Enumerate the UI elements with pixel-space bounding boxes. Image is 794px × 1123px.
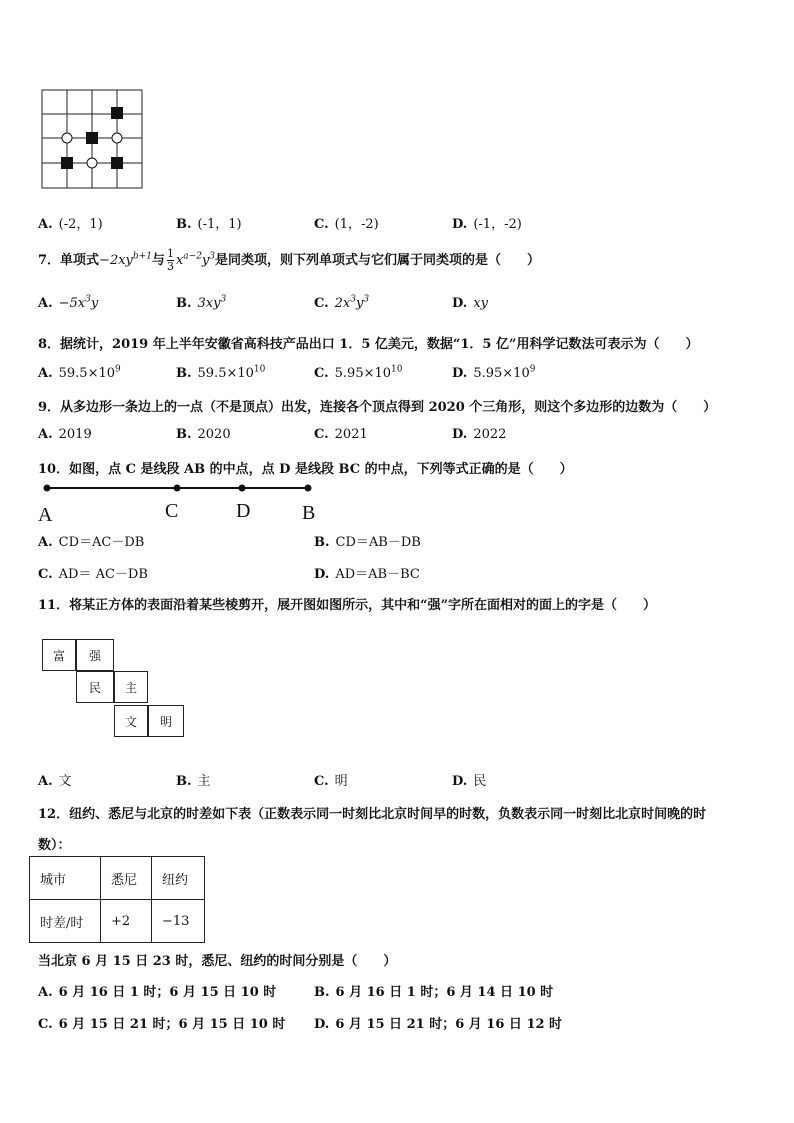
- net-cell: 文: [114, 705, 148, 737]
- q7-option-a[interactable]: A. $-5x^3y$: [38, 294, 99, 311]
- point-b: [305, 485, 312, 492]
- q7-stem: 7．单项式$-2xy^{b+1}$与 $\frac{1}{3}$ $x^{a-2}y^3$是同类项，则下列单项式与它们属于同类项的是（ ）: [38, 247, 541, 273]
- q12-option-b[interactable]: B. 6 月 16 日 1 时；6 月 14 日 10 时: [314, 985, 554, 1000]
- segment-figure: [40, 480, 320, 496]
- q9-option-b[interactable]: B. 2020: [176, 427, 231, 442]
- q6-option-d[interactable]: D. (-1，-2): [452, 217, 522, 232]
- q9-option-d[interactable]: D. 2022: [452, 427, 507, 442]
- q12-option-d[interactable]: D. 6 月 15 日 21 时；6 月 16 日 12 时: [314, 1017, 563, 1032]
- q10-option-c[interactable]: C. AD＝ AC－DB: [38, 567, 148, 582]
- table-header: 悉尼: [101, 857, 152, 900]
- q11-option-b[interactable]: B. 主: [176, 774, 211, 789]
- q8-option-d[interactable]: D. $5.95\times 10^9$: [452, 364, 536, 381]
- q11-option-d[interactable]: D. 民: [452, 774, 487, 789]
- q12-stem-line2: 数）：: [38, 838, 71, 853]
- fraction: $\frac{1}{3}$: [166, 247, 174, 273]
- point-c: [174, 485, 181, 492]
- table-row: [30, 857, 205, 900]
- label-a: A: [38, 504, 53, 526]
- q12-question: 当北京 6 月 15 日 23 时，悉尼、纽约的时间分别是（ ）: [38, 954, 397, 969]
- net-cell: 富: [42, 639, 76, 671]
- q10-option-a[interactable]: A. CD＝AC－DB: [38, 535, 145, 550]
- white-piece: [62, 133, 72, 143]
- q11-option-c[interactable]: C. 明: [314, 774, 348, 789]
- q6-option-b[interactable]: B. (-1，1): [176, 217, 242, 232]
- table-header: 城市: [30, 857, 101, 900]
- table-header: 纽约: [152, 857, 205, 900]
- net-cell: 民: [76, 671, 114, 703]
- q11-option-a[interactable]: A. 文: [38, 774, 72, 789]
- cube-net-figure: [42, 639, 187, 739]
- table-row: [30, 900, 205, 943]
- label-d: D: [236, 500, 251, 522]
- net-cell: 强: [76, 639, 114, 671]
- q12-option-c[interactable]: C. 6 月 15 日 21 时；6 月 15 日 10 时: [38, 1017, 286, 1032]
- table-cell: +2: [101, 900, 152, 943]
- time-difference-table: [29, 856, 205, 943]
- white-piece: [87, 158, 97, 168]
- q8-stem: 8．据统计，2019 年上半年安徽省高科技产品出口 1．5 亿美元，数据“1．5 亿”用科学记数法可表示为（ ）: [38, 337, 699, 352]
- q6-option-a[interactable]: A. (-2，1): [38, 217, 103, 232]
- q12-option-a[interactable]: A. 6 月 16 日 1 时；6 月 15 日 10 时: [38, 985, 277, 1000]
- white-piece: [112, 133, 122, 143]
- q9-option-a[interactable]: A. 2019: [38, 427, 92, 442]
- q9-stem: 9．从多边形一条边上的一点（不是顶点）出发，连接各个顶点得到 2020 个三角形，则这个多边形的边数为（ ）: [38, 400, 717, 415]
- net-cell: 明: [148, 705, 184, 737]
- point-a: [44, 485, 51, 492]
- label-b: B: [302, 502, 316, 524]
- q9-option-c[interactable]: C. 2021: [314, 427, 368, 442]
- q6-option-c[interactable]: C. (1，-2): [314, 217, 379, 232]
- q11-stem: 11．将某正方体的表面沿着某些棱剪开，展开图如图所示，其中和“强”字所在面相对的面上的字是（ ）: [38, 598, 657, 613]
- q10-option-b[interactable]: B. CD＝AB－DB: [314, 535, 421, 550]
- black-piece: [111, 157, 123, 169]
- q10-stem: 10．如图，点 C 是线段 AB 的中点，点 D 是线段 BC 的中点，下列等式正确的是（ ）: [38, 462, 573, 477]
- q7-option-b[interactable]: B. $3xy^3$: [176, 294, 227, 311]
- q7-option-c[interactable]: C. $2x^3y^3$: [314, 294, 370, 311]
- black-piece: [111, 107, 123, 119]
- q8-option-c[interactable]: C. $5.95\times 10^{10}$: [314, 364, 403, 381]
- q8-option-a[interactable]: A. $59.5\times 10^9$: [38, 364, 121, 381]
- table-cell: 时差/时: [30, 900, 101, 943]
- q7-option-d[interactable]: D. xy: [452, 296, 489, 311]
- net-cell: 主: [114, 671, 148, 703]
- point-d: [239, 485, 246, 492]
- black-piece: [86, 132, 98, 144]
- go-board-figure: [40, 88, 144, 190]
- label-c: C: [165, 500, 179, 522]
- black-piece: [61, 157, 73, 169]
- q10-option-d[interactable]: D. AD＝AB－BC: [314, 567, 420, 582]
- q8-option-b[interactable]: B. $59.5\times 10^{10}$: [176, 364, 266, 381]
- table-cell: −13: [152, 900, 205, 943]
- q12-stem-line1: 12．纽约、悉尼与北京的时差如下表（正数表示同一时刻比北京时间早的时数，负数表示同一时刻比北京时间晚的时: [38, 807, 707, 822]
